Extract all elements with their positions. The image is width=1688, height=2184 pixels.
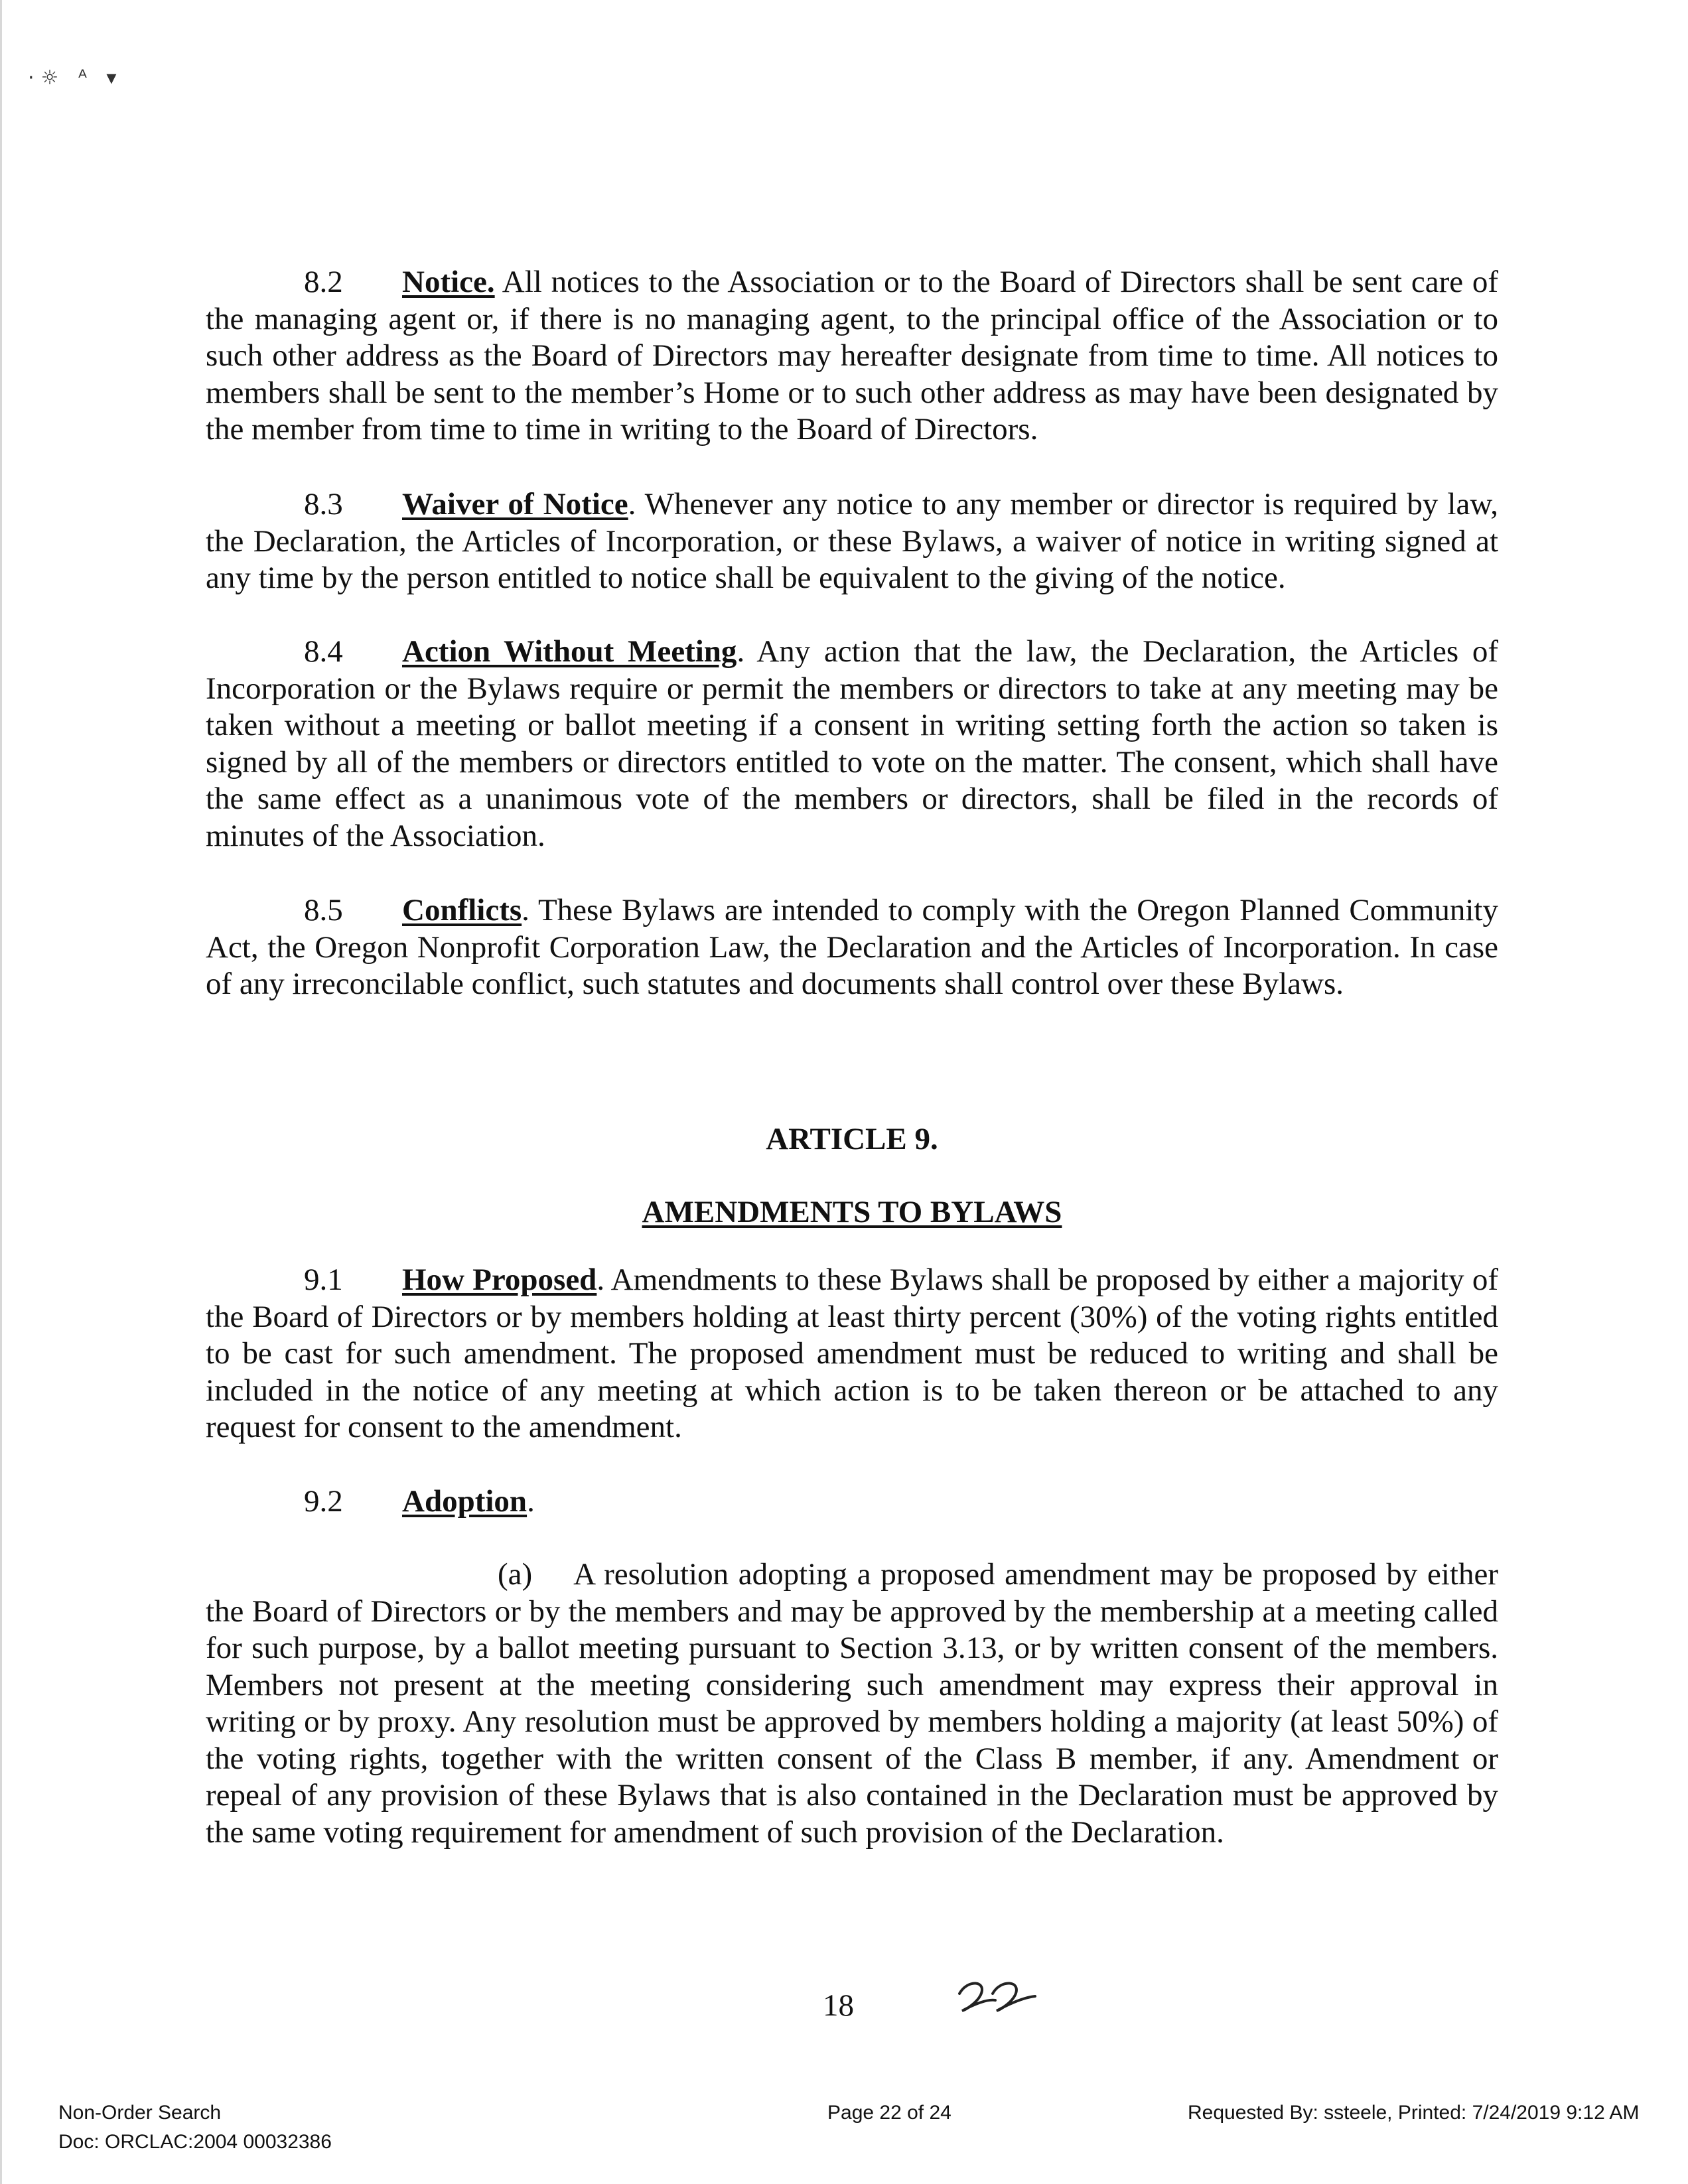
section-heading: How Proposed — [402, 1263, 597, 1297]
footer-center: Page 22 of 24 — [827, 2102, 951, 2124]
section-text: . These Bylaws are intended to comply with the Oregon Planned Community Act, the Oregon Nonprofit Corporation Law, the Declaration and the Articles of Incorporation. In case of any irreconcilable conflict, such statutes and documents shall control over these Bylaws. — [206, 893, 1498, 1001]
section-8-4 — [206, 634, 1498, 854]
section-number: 9.2 — [304, 1484, 343, 1519]
footer-left-line1: Non-Order Search — [58, 2102, 222, 2124]
section-8-5 — [206, 892, 1498, 1003]
section-heading: Adoption — [402, 1484, 528, 1519]
section-9-2-a — [206, 1556, 1498, 1851]
page-number: 18 — [823, 1988, 854, 2023]
subsection-label: (a) — [498, 1557, 533, 1592]
article-title: AMENDMENTS TO BYLAWS — [642, 1195, 1062, 1229]
footer-left-line2: Doc: ORCLAC:2004 00032386 — [58, 2131, 332, 2153]
section-text: . Amendments to these Bylaws shall be proposed by either a majority of the Board of Directors or by members holding at least thirty percent (30%) of the voting rights entitled to be cast for such amendment. The proposed amendment must be reduced to writing and shall be included in the notice of any meeting at which action is to be taken thereon or be attached to any request for consent to the amendment. — [206, 1263, 1498, 1444]
section-number: 8.5 — [304, 893, 343, 927]
section-8-2 — [206, 264, 1498, 448]
section-heading: Action Without Meeting — [402, 634, 737, 669]
section-9-1 — [206, 1262, 1498, 1446]
section-number: 8.2 — [304, 265, 343, 299]
footer-right: Requested By: ssteele, Printed: 7/24/2019 9:12 AM — [1188, 2102, 1640, 2124]
section-text: . Any action that the law, the Declaration, the Articles of Incorporation or the Bylaws require or permit the members or directors to take at any meeting may be taken without a meeting or ballot meeting if a consent in writing setting forth the action so taken is signed by all of the members or directors entitled to vote on the matter. The consent, which shall have the same effect as a unanimous vote of the members or directors, shall be filed in the records of minutes of the Association. — [206, 634, 1498, 853]
section-heading: Conflicts — [402, 893, 522, 927]
subsection-text: A resolution adopting a proposed amendment may be proposed by either the Board of Directors or by the members and may be approved by the membership at a meeting called for such purpose, by a ballot meeting pursuant to Section 3.13, or by written consent of the members. Members not present at the meeting considering such amendment may express their approval in writing or by proxy. Any resolution must be approved by members holding a majority (at least 50%) of the voting rights, together with the written consent of the Class B member, if any. Amendment or repeal of any provision of these Bylaws that is also contained in the Declaration must be approved by the same voting requirement for amendment of such provision of the Declaration. — [206, 1557, 1498, 1850]
section-heading: Notice. — [402, 265, 495, 299]
section-9-2 — [206, 1483, 1498, 1521]
section-text: . — [527, 1484, 535, 1519]
section-number: 8.4 — [304, 634, 343, 669]
section-number: 9.1 — [304, 1263, 343, 1297]
section-number: 8.3 — [304, 487, 343, 521]
handwritten-page-mark — [954, 1974, 1047, 2020]
section-text: All notices to the Association or to the Board of Directors shall be sent care of the managing agent or, if there is no managing agent, to the principal office of the Association or to such other address as the Board of Directors may hereafter designate from time to time. All notices to members shall be sent to the member’s Home or to such other address as may have been designated by the member from time to time in writing to the Board of Directors. — [206, 265, 1498, 446]
section-text: . Whenever any notice to any member or director is required by law, the Declaration, the Articles of Incorporation, or these Bylaws, a waiver of notice in writing signed at any time by the person entitled to notice shall be equivalent to the giving of the notice. — [206, 487, 1498, 595]
scan-edge — [0, 0, 2, 2184]
section-heading: Waiver of Notice — [402, 487, 628, 521]
scan-marks: ·☼ ᴬ ▾ — [28, 66, 123, 90]
article-label: ARTICLE 9. — [766, 1122, 938, 1156]
section-8-3 — [206, 486, 1498, 597]
